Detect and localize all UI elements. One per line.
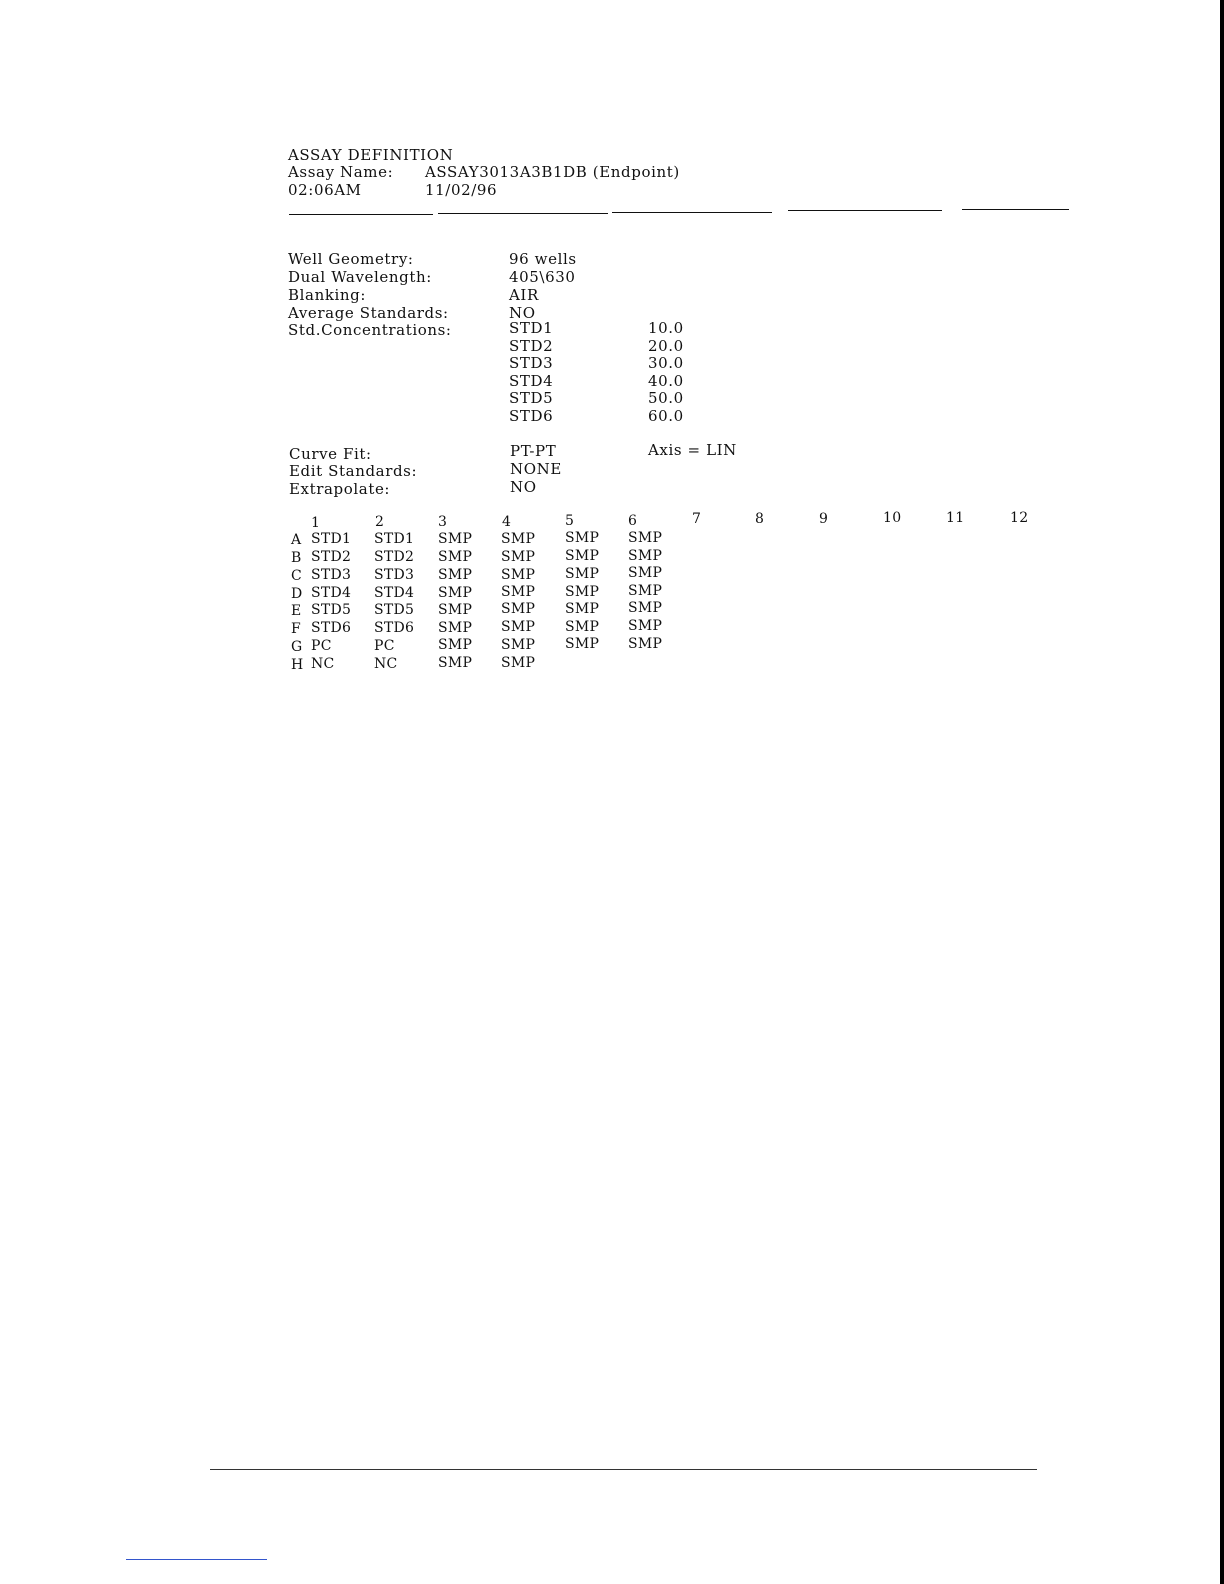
plate-well: STD1: [374, 531, 415, 547]
setting-value-blanking: AIR: [509, 286, 539, 304]
plate-well: SMP: [628, 618, 663, 634]
plate-well: STD1: [311, 531, 352, 547]
plate-well: SMP: [438, 567, 473, 583]
setting-label-well-geometry: Well Geometry:: [288, 250, 414, 268]
plate-well: SMP: [501, 601, 536, 617]
plate-column-header: 8: [755, 511, 765, 527]
plate-row-label: E: [291, 603, 302, 619]
plate-well: SMP: [501, 637, 536, 653]
plate-column-header: 6: [628, 513, 638, 529]
header-rule-segment: [438, 213, 608, 214]
plate-well: SMP: [628, 636, 663, 652]
standard-concentration: 40.0: [648, 372, 684, 390]
plate-row-label: F: [291, 621, 302, 637]
plate-well: SMP: [438, 655, 473, 671]
header-rule-segment: [612, 212, 772, 213]
standard-name: STD2: [509, 337, 554, 355]
plate-well: SMP: [501, 567, 536, 583]
plate-well: STD3: [374, 567, 415, 583]
plate-well: SMP: [628, 530, 663, 546]
plate-column-header: 11: [946, 510, 965, 526]
setting-label-std-concentrations: Std.Concentrations:: [288, 321, 452, 339]
plate-well: SMP: [438, 602, 473, 618]
plate-well: SMP: [501, 549, 536, 565]
plate-well: SMP: [565, 636, 600, 652]
plate-well: STD6: [374, 620, 415, 636]
setting-label-extrapolate: Extrapolate:: [289, 480, 391, 498]
setting-value-axis: Axis = LIN: [648, 441, 737, 459]
plate-well: SMP: [628, 583, 663, 599]
plate-well: SMP: [501, 584, 536, 600]
plate-column-header: 2: [375, 514, 385, 530]
plate-well: STD6: [311, 620, 352, 636]
print-time: 02:06AM: [288, 181, 362, 199]
setting-label-dual-wavelength: Dual Wavelength:: [288, 268, 432, 286]
assay-printout: [0, 0, 1224, 700]
header-rule-segment: [788, 210, 942, 211]
plate-well: NC: [374, 656, 398, 672]
setting-value-curve-fit: PT-PT: [510, 442, 557, 460]
setting-label-average-standards: Average Standards:: [288, 304, 449, 322]
plate-well: SMP: [438, 549, 473, 565]
plate-row-label: G: [291, 639, 303, 655]
plate-well: SMP: [438, 531, 473, 547]
plate-well: SMP: [501, 655, 536, 671]
setting-label-blanking: Blanking:: [288, 286, 367, 304]
plate-column-header: 10: [883, 510, 902, 526]
plate-row-label: B: [291, 550, 302, 566]
report-title: ASSAY DEFINITION: [288, 146, 454, 164]
plate-well: SMP: [565, 530, 600, 546]
plate-well: SMP: [628, 565, 663, 581]
setting-value-average-standards: NO: [509, 304, 536, 322]
plate-well: SMP: [565, 548, 600, 564]
plate-well: SMP: [438, 585, 473, 601]
standard-concentration: 30.0: [648, 354, 684, 372]
plate-well: SMP: [438, 637, 473, 653]
plate-well: NC: [311, 656, 335, 672]
plate-well: SMP: [438, 620, 473, 636]
plate-well: STD2: [374, 549, 415, 565]
plate-well: SMP: [501, 531, 536, 547]
standard-name: STD4: [509, 372, 554, 390]
footnote-link-line: [126, 1559, 267, 1560]
plate-well: STD5: [374, 602, 415, 618]
plate-row-label: D: [291, 586, 303, 602]
plate-well: SMP: [565, 566, 600, 582]
plate-row-label: H: [291, 657, 304, 673]
plate-row-label: C: [291, 568, 303, 584]
plate-column-header: 3: [438, 514, 448, 530]
plate-well: PC: [374, 638, 395, 654]
plate-well: STD5: [311, 602, 352, 618]
standard-name: STD1: [509, 319, 554, 337]
plate-column-header: 5: [565, 513, 575, 529]
plate-well: SMP: [628, 548, 663, 564]
plate-well: STD4: [374, 585, 415, 601]
standard-name: STD3: [509, 354, 554, 372]
plate-well: SMP: [565, 584, 600, 600]
plate-well: STD3: [311, 567, 352, 583]
plate-column-header: 9: [819, 511, 829, 527]
setting-label-curve-fit: Curve Fit:: [289, 445, 372, 463]
print-date: 11/02/96: [425, 181, 498, 199]
plate-well: SMP: [501, 619, 536, 635]
plate-column-header: 1: [311, 515, 321, 531]
plate-column-header: 4: [502, 514, 512, 530]
plate-well: STD2: [311, 549, 352, 565]
header-rule-segment: [962, 209, 1069, 210]
setting-label-edit-standards: Edit Standards:: [289, 462, 418, 480]
header-rule-segment: [289, 214, 433, 215]
assay-name-value: ASSAY3013A3B1DB (Endpoint): [425, 163, 680, 181]
plate-well: SMP: [628, 600, 663, 616]
setting-value-extrapolate: NO: [510, 478, 537, 496]
standard-concentration: 20.0: [648, 337, 684, 355]
standard-concentration: 10.0: [648, 319, 684, 337]
plate-well: SMP: [565, 619, 600, 635]
assay-name-label: Assay Name:: [288, 163, 394, 181]
setting-value-dual-wavelength: 405\630: [509, 268, 576, 286]
standard-concentration: 60.0: [648, 407, 684, 425]
setting-value-edit-standards: NONE: [510, 460, 562, 478]
plate-well: PC: [311, 638, 332, 654]
standard-name: STD5: [509, 389, 554, 407]
plate-column-header: 7: [692, 511, 702, 527]
plate-row-label: A: [291, 532, 302, 548]
setting-value-well-geometry: 96 wells: [509, 250, 577, 268]
standard-name: STD6: [509, 407, 554, 425]
standard-concentration: 50.0: [648, 389, 684, 407]
footer-rule: [210, 1469, 1037, 1470]
plate-column-header: 12: [1010, 510, 1029, 526]
plate-well: SMP: [565, 601, 600, 617]
plate-well: STD4: [311, 585, 352, 601]
